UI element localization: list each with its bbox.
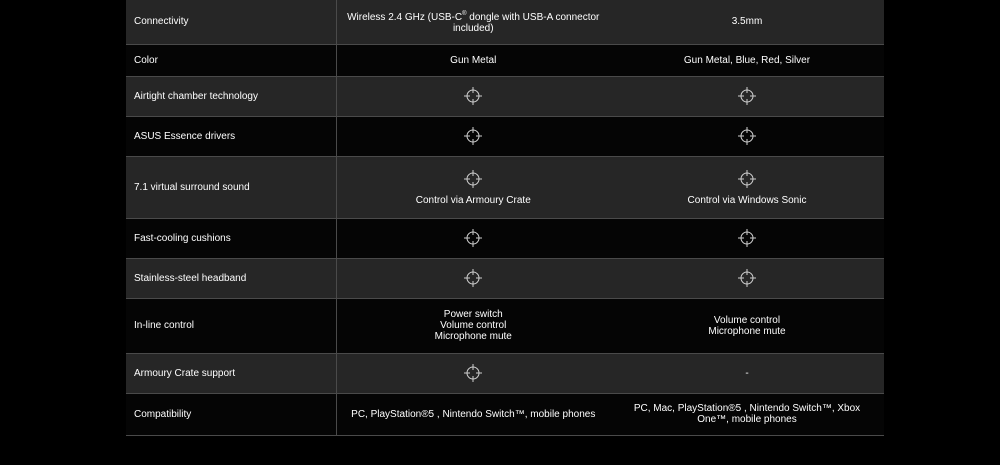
- registered-mark: ®: [462, 11, 467, 18]
- table-row: [126, 44, 884, 76]
- value-line: Volume control: [440, 320, 507, 331]
- value-cell: [610, 218, 884, 258]
- value-text: Wireless 2.4 GHz (USB-C: [347, 12, 463, 24]
- crosshair-check-icon: [737, 268, 757, 288]
- value-line: Microphone mute: [708, 325, 786, 337]
- value-cell: [336, 218, 610, 258]
- row-label: Armoury Crate support: [126, 353, 336, 393]
- value-cell: Gun Metal: [336, 44, 610, 76]
- value-cell: [610, 298, 884, 353]
- crosshair-check-icon: [463, 363, 483, 383]
- value-cell: PC, PlayStation®5 , Nintendo Switch™, mobile phones: [336, 393, 610, 435]
- row-label: ASUS Essence drivers: [126, 116, 336, 156]
- value-cell: [610, 156, 884, 218]
- value-cell: Gun Metal, Blue, Red, Silver: [610, 44, 884, 76]
- table-row: [126, 156, 884, 218]
- table-row: [126, 116, 884, 156]
- row-label: Color: [126, 44, 336, 76]
- crosshair-check-icon: [463, 126, 483, 146]
- value-cell: 3.5mm: [610, 0, 884, 44]
- crosshair-check-icon: [463, 86, 483, 106]
- value-text-rest: dongle with USB-A connector included): [452, 12, 600, 35]
- crosshair-check-icon: [463, 228, 483, 248]
- value-cell: [336, 76, 610, 116]
- value-cell: [610, 258, 884, 298]
- value-cell: [336, 0, 610, 44]
- crosshair-check-icon: [737, 228, 757, 248]
- value-cell: [336, 116, 610, 156]
- value-line: Microphone mute: [434, 331, 512, 342]
- value-cell: [336, 353, 610, 393]
- row-label: Airtight chamber technology: [126, 76, 336, 116]
- table-row: [126, 353, 884, 393]
- value-cell: [336, 298, 610, 353]
- value-line: Volume control: [713, 314, 781, 326]
- table-row: [126, 298, 884, 353]
- row-label: Compatibility: [126, 393, 336, 435]
- row-label: In-line control: [126, 298, 336, 353]
- value-line: Power switch: [443, 309, 503, 320]
- value-cell: -: [610, 353, 884, 393]
- crosshair-check-icon: [737, 169, 757, 189]
- value-cell: [610, 116, 884, 156]
- value-note: Control via Armoury Crate: [415, 194, 531, 206]
- table-row: [126, 393, 884, 435]
- table-row: [126, 218, 884, 258]
- value-note: Control via Windows Sonic: [687, 194, 807, 206]
- row-label: Fast-cooling cushions: [126, 218, 336, 258]
- crosshair-check-icon: [463, 169, 483, 189]
- crosshair-check-icon: [463, 268, 483, 288]
- row-label: Connectivity: [126, 0, 336, 44]
- crosshair-check-icon: [737, 126, 757, 146]
- table-row: [126, 258, 884, 298]
- value-cell: [336, 156, 610, 218]
- value-cell: [336, 258, 610, 298]
- row-label: Stainless-steel headband: [126, 258, 336, 298]
- table-row: [126, 76, 884, 116]
- row-label: 7.1 virtual surround sound: [126, 156, 336, 218]
- value-cell: PC, Mac, PlayStation®5 , Nintendo Switch™, Xbox One™, mobile phones: [610, 393, 884, 435]
- crosshair-check-icon: [737, 86, 757, 106]
- value-cell: [610, 76, 884, 116]
- spec-comparison-table: [126, 0, 884, 436]
- table-row: [126, 0, 884, 44]
